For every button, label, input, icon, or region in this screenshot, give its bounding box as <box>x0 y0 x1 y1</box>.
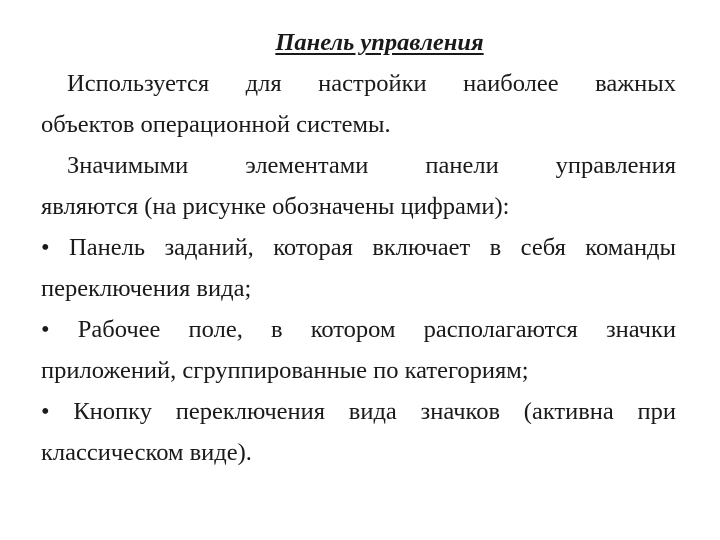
text-line: классическом виде). <box>41 439 252 466</box>
text-line: Значимыми элементами панели управления <box>67 152 676 179</box>
text-line: • Панель заданий, которая включает в себя команды <box>41 234 676 261</box>
elements-paragraph <box>41 145 676 227</box>
bullet-item-workspace <box>41 309 676 391</box>
text-line: • Рабочее поле, в котором располагаются значки <box>41 316 676 343</box>
text-line: Используется для настройки наиболее важных <box>67 70 676 97</box>
intro-paragraph <box>41 63 676 145</box>
text-line: являются (на рисунке обозначены цифрами): <box>41 193 510 220</box>
text-line: переключения вида; <box>41 275 252 302</box>
text-line: объектов операционной системы. <box>41 111 391 138</box>
bullet-item-task-panel <box>41 227 676 309</box>
page-title: Панель управления <box>275 29 484 56</box>
text-line: • Кнопку переключения вида значков (активна при <box>41 398 676 425</box>
text-line: приложений, сгруппированные по категориям; <box>41 357 529 384</box>
bullet-item-view-button <box>41 391 676 473</box>
